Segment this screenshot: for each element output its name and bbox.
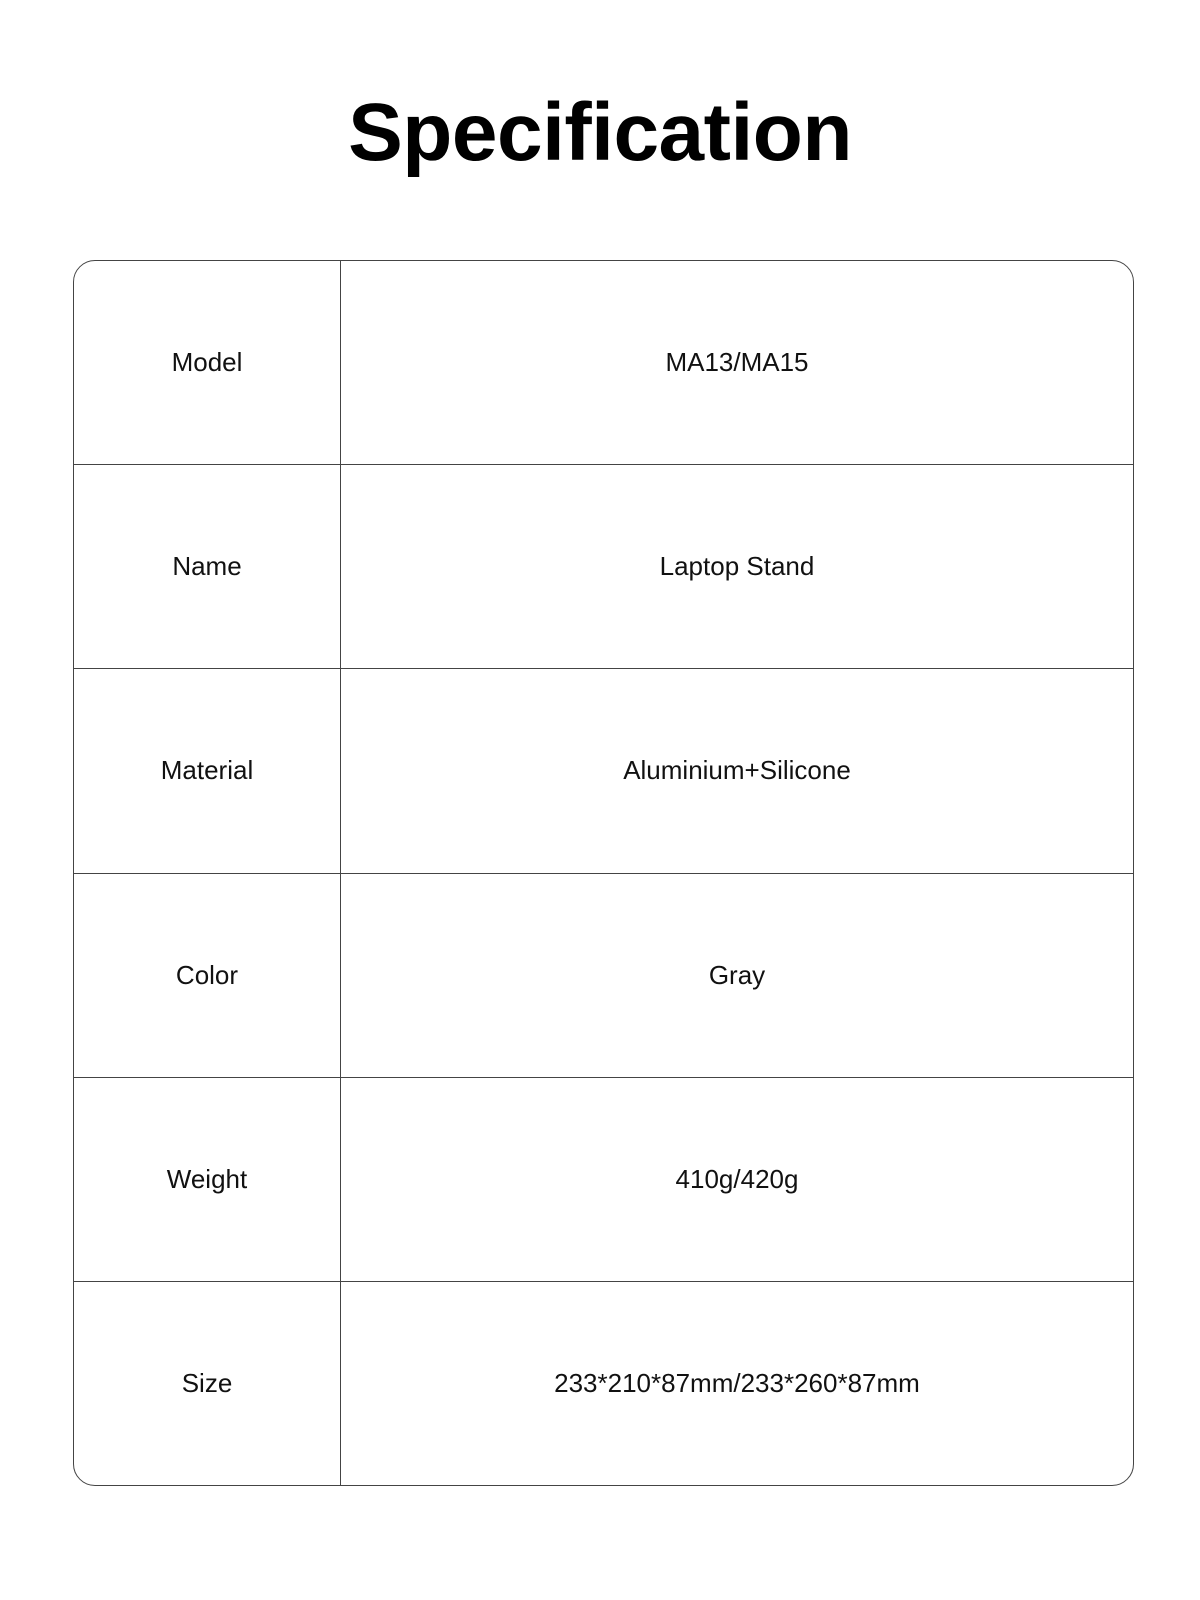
spec-row-color [74,873,1133,1077]
page-title: Specification [348,87,852,178]
spec-row-material [74,668,1133,872]
spec-row-weight [74,1077,1133,1281]
spec-value-size: 233*210*87mm/233*260*87mm [554,1367,920,1398]
spec-label-weight: Weight [74,1078,341,1281]
spec-row-name [74,464,1133,668]
spec-label-name: Name [74,465,341,668]
spec-value-model: MA13/MA15 [665,347,809,378]
spec-row-size [74,1281,1133,1485]
spec-value-color: Gray [708,959,766,990]
spec-value-name: Laptop Stand [659,551,815,582]
spec-label-material: Material [74,669,341,872]
spec-label-model: Model [74,261,341,464]
spec-table [73,260,1134,1486]
spec-label-size: Size [74,1282,341,1485]
spec-value-weight: 410g/420g [675,1163,799,1194]
spec-row-model [74,261,1133,464]
spec-label-color: Color [74,874,341,1077]
spec-value-material: Aluminium+Silicone [623,755,851,786]
